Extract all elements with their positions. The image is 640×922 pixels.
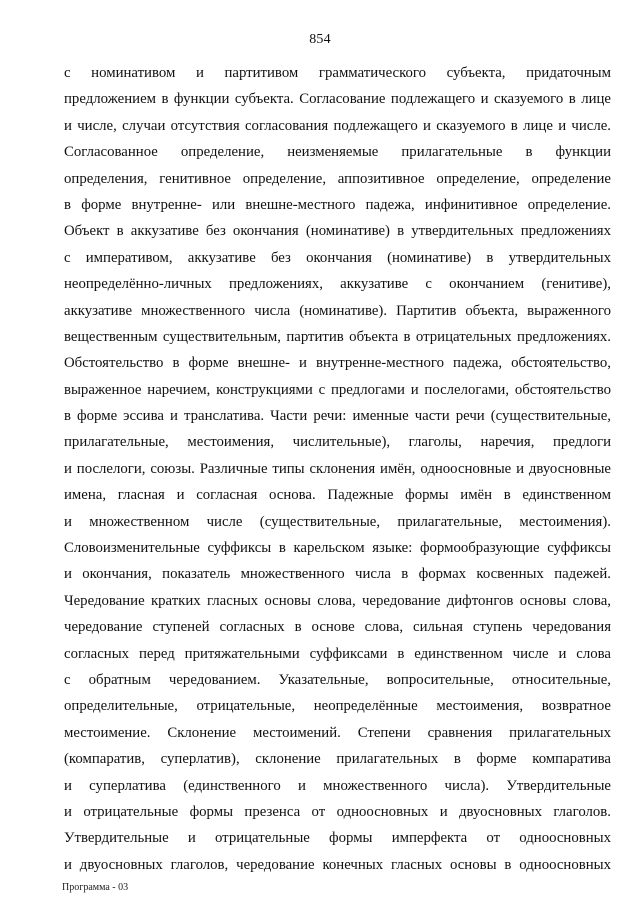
body-text <box>64 60 611 878</box>
text-line: прилагательные, местоимения, числительные), глаголы, наречия, предлоги <box>64 434 611 451</box>
text-line: в форме внутренне- или внешне-местного падежа, инфинитивное определение. <box>64 196 611 213</box>
text-line: в форме эссива и транслатива. Части речи: именные части речи (существительные, <box>64 408 611 425</box>
text-line: и послелоги, союзы. Различные типы склонения имён, одноосновные и двуосновные <box>64 460 611 477</box>
text-line: Объект в аккузативе без окончания (номинативе) в утвердительных предложениях <box>64 223 611 240</box>
text-line: и суперлатива (единственного и множественного числа). Утвердительные <box>64 777 611 794</box>
text-line: Утвердительные и отрицательные формы имперфекта от одноосновных <box>64 830 611 847</box>
text-line: согласных перед притяжательными суффиксами в единственном числе и слова <box>64 645 611 662</box>
text-line: определения, генитивное определение, аппозитивное определение, определение <box>64 170 611 187</box>
text-line: Чередование кратких гласных основы слова, чередование дифтонгов основы слова, <box>64 592 611 609</box>
text-line: и окончания, показатель множественного числа в формах косвенных падежей. <box>64 566 611 583</box>
text-line: вещественным существительным, партитив объекта в отрицательных предложениях. <box>64 328 611 345</box>
footer-label: Программа - 03 <box>62 882 129 893</box>
text-line: выраженное наречием, конструкциями с предлогами и послелогами, обстоятельство <box>64 381 611 398</box>
text-line: Словоизменительные суффиксы в карельском языке: формообразующие суффиксы <box>64 540 611 557</box>
text-line: с императивом, аккузативе без окончания (номинативе) в утвердительных <box>64 249 611 266</box>
text-line: местоимение. Склонение местоимений. Степени сравнения прилагательных <box>64 724 611 741</box>
text-line: с обратным чередованием. Указательные, вопросительные, относительные, <box>64 671 611 688</box>
text-line: и двуосновных глаголов, чередование конечных гласных основы в одноосновных <box>64 856 611 873</box>
text-line: с номинативом и партитивом грамматического субъекта, придаточным <box>64 65 611 81</box>
text-line: аккузативе множественного числа (номинативе). Партитив объекта, выраженного <box>64 302 611 319</box>
text-line: чередование ступеней согласных в основе слова, сильная ступень чередования <box>64 619 611 636</box>
text-line: неопределённо-личных предложениях, аккузативе с окончанием (генитиве), <box>64 276 611 293</box>
text-line: и множественном числе (существительные, прилагательные, местоимения). <box>64 513 611 530</box>
page-number: 854 <box>309 32 331 47</box>
text-line: определительные, отрицательные, неопределённые местоимения, возвратное <box>64 698 611 715</box>
text-line: Согласованное определение, неизменяемые прилагательные в функции <box>64 144 611 161</box>
text-line: (компаратив, суперлатив), склонение прилагательных в форме компаратива <box>64 751 611 768</box>
text-line: Обстоятельство в форме внешне- и внутренне-местного падежа, обстоятельство, <box>64 355 611 372</box>
text-line: и числе, случаи отсутствия согласования подлежащего и сказуемого в лице и числе. <box>64 117 611 134</box>
text-line: имена, гласная и согласная основа. Падежные формы имён в единственном <box>64 487 611 504</box>
text-line: и отрицательные формы презенса от одноосновных и двуосновных глаголов. <box>64 803 611 820</box>
text-line: предложением в функции субъекта. Согласование подлежащего и сказуемого в лице <box>64 91 611 108</box>
